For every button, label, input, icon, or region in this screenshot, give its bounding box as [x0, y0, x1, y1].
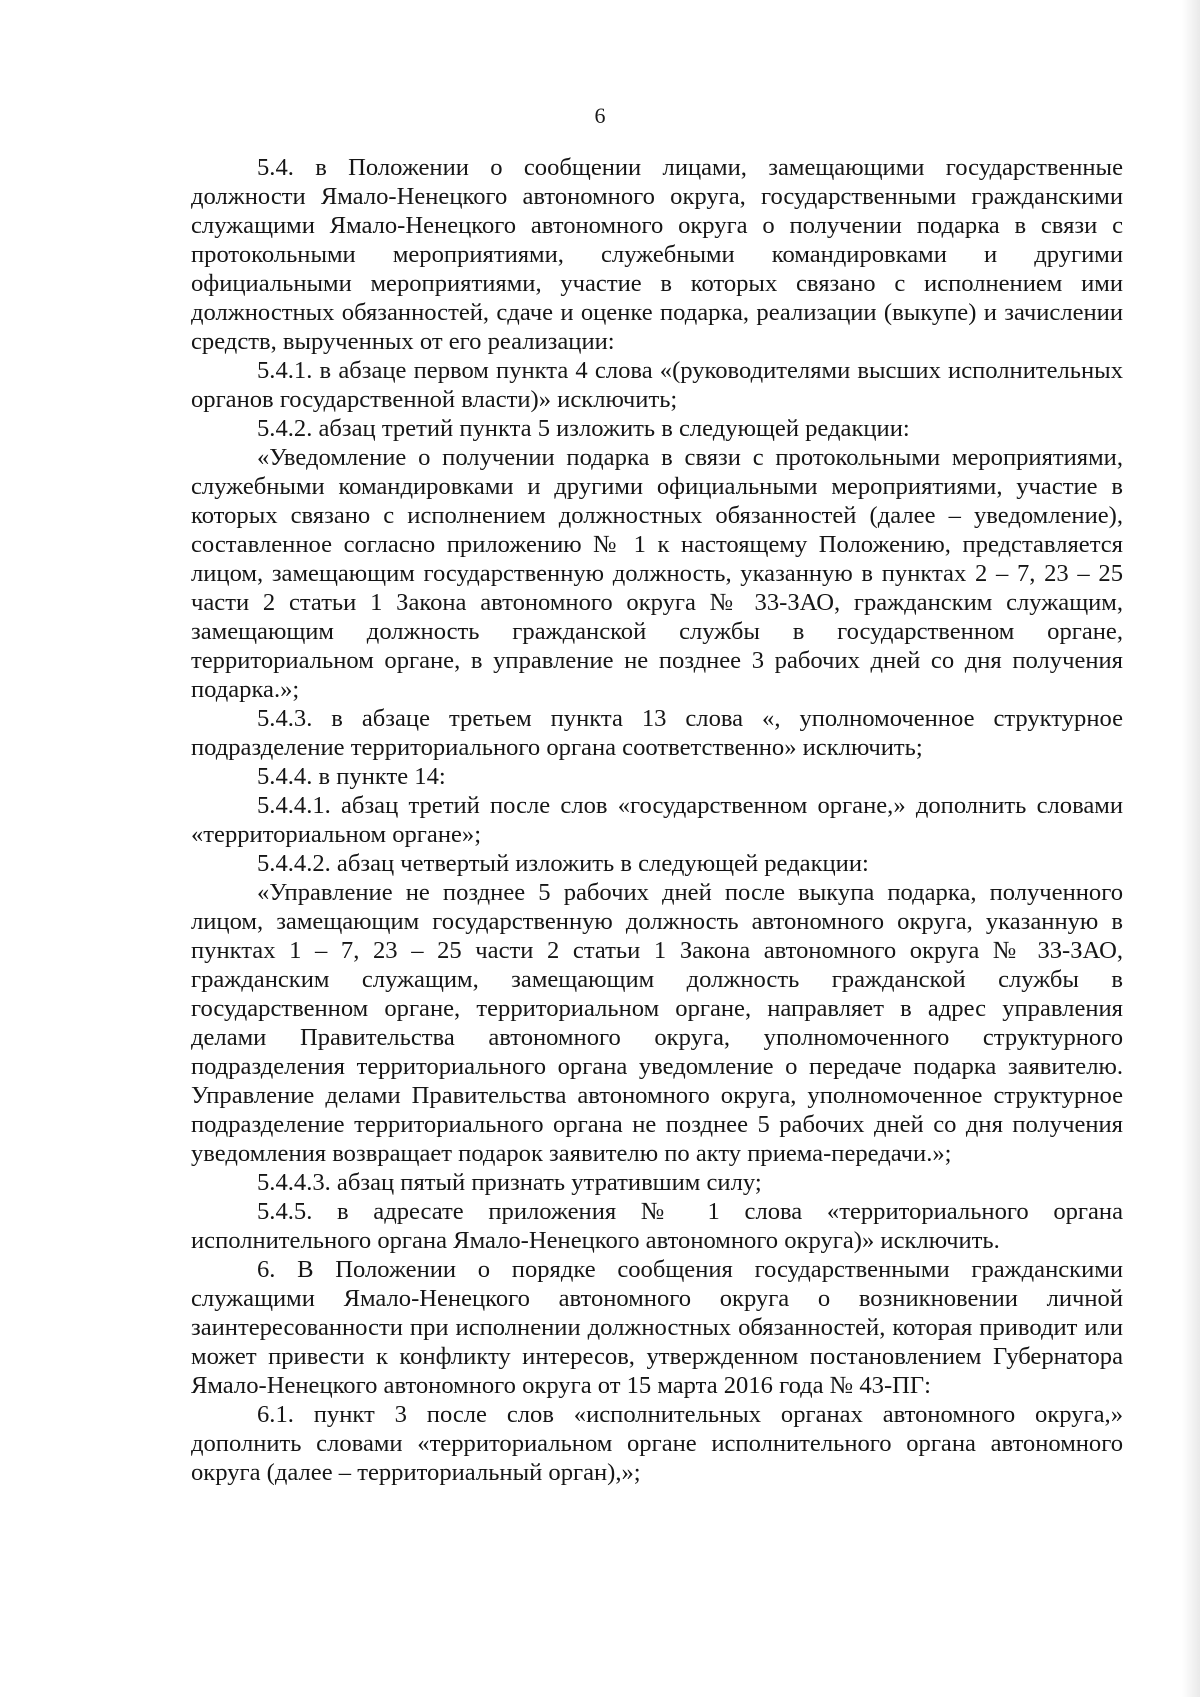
paragraph-6-1: 6.1. пункт 3 после слов «исполнительных органах автономного округа,» дополнить словами «территориальном органе исполнительного органа автономного округа (далее – территориальный орган),»;	[191, 1401, 1123, 1486]
paragraph-5-4-4-1: 5.4.4.1. абзац третий после слов «государственном органе,» дополнить словами «территориальном органе»;	[191, 792, 1123, 848]
document-body	[191, 153, 1123, 1487]
paragraph-5-4-3: 5.4.3. в абзаце третьем пункта 13 слова «, уполномоченное структурное подразделение территориального органа соответственно» исключить;	[191, 705, 1123, 761]
page-number: 6	[594, 103, 606, 128]
page-edge-shadow	[1182, 0, 1200, 1697]
paragraph-5-4-2: 5.4.2. абзац третий пункта 5 изложить в следующей редакции:	[257, 415, 910, 442]
paragraph-5-4-5: 5.4.5. в адресате приложения № 1 слова «территориального органа исполнительного органа Ямало-Ненецкого автономного округа)» исключить.	[191, 1198, 1123, 1254]
paragraph-5-4-4: 5.4.4. в пункте 14:	[257, 763, 446, 790]
paragraph-5-4-4-2-quote: «Управление не позднее 5 рабочих дней после выкупа подарка, полученного лицом, замещающим государственную должность автономного округа, указанную в пунктах 1 – 7, 23 – 25 части 2 статьи 1 Закона автономного округа № 33-ЗАО, гражданским служащим, замещающим должность гражданской службы в государственном органе, территориальном органе, направляет в адрес управления делами Правительства автономного округа, уполномоченного структурного подразделения территориального органа уведомление о передаче подарка заявителю. Управление делами Правительства автономного округа, уполномоченное структурное подразделение территориального органа не позднее 5 рабочих дней со дня получения уведомления возвращает подарок заявителю по акту приема-передачи.»;	[191, 879, 1123, 1167]
paragraph-5-4: 5.4. в Положении о сообщении лицами, замещающими государственные должности Ямало-Ненецкого автономного округа, государственными гражданскими служащими Ямало-Ненецкого автономного округа о получении подарка в связи с протокольными мероприятиями, служебными командировками и другими официальными мероприятиями, участие в которых связано с исполнением ими должностных обязанностей, сдаче и оценке подарка, реализации (выкупе) и зачислении средств, вырученных от его реализации:	[191, 154, 1123, 355]
paragraph-5-4-4-2: 5.4.4.2. абзац четвертый изложить в следующей редакции:	[257, 850, 869, 877]
paragraph-6: 6. В Положении о порядке сообщения государственными гражданскими служащими Ямало-Ненецкого автономного округа о возникновении личной заинтересованности при исполнении должностных обязанностей, которая приводит или может привести к конфликту интересов, утвержденном постановлением Губернатора Ямало-Ненецкого автономного округа от 15 марта 2016 года № 43-ПГ:	[191, 1256, 1123, 1399]
paragraph-5-4-2-quote: «Уведомление о получении подарка в связи с протокольными мероприятиями, служебными командировками и другими официальными мероприятиями, участие в которых связано с исполнением должностных обязанностей (далее – уведомление), составленное согласно приложению № 1 к настоящему Положению, представляется лицом, замещающим государственную должность, указанную в пунктах 2 – 7, 23 – 25 части 2 статьи 1 Закона автономного округа № 33-ЗАО, гражданским служащим, замещающим должность гражданской службы в государственном органе, территориальном органе, в управление не позднее 3 рабочих дней со дня получения подарка.»;	[191, 444, 1123, 703]
paragraph-5-4-1: 5.4.1. в абзаце первом пункта 4 слова «(руководителями высших исполнительных органов государственной власти)» исключить;	[191, 357, 1123, 413]
paragraph-5-4-4-3: 5.4.4.3. абзац пятый признать утратившим силу;	[257, 1169, 762, 1196]
